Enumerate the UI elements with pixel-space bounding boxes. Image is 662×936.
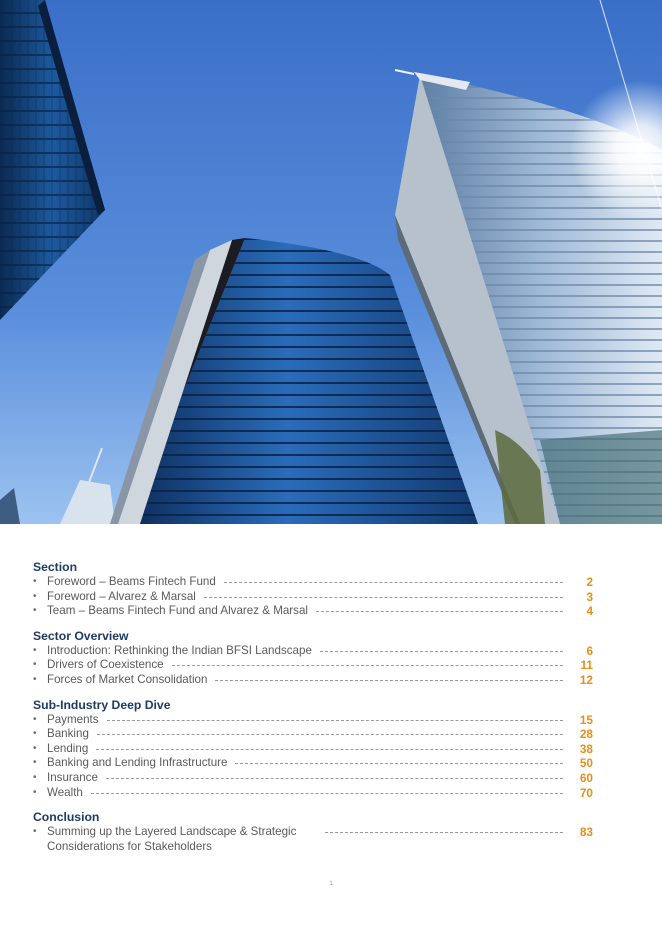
bullet-icon: • — [33, 728, 37, 740]
toc-item-label: Banking and Lending Infrastructure — [47, 756, 228, 770]
toc-item-page: 2 — [586, 575, 593, 589]
toc-item[interactable] — [33, 727, 593, 742]
dotted-leader — [204, 597, 563, 598]
toc-item-label: Team – Beams Fintech Fund and Alvarez & Marsal — [47, 604, 308, 618]
toc-item[interactable] — [33, 756, 593, 771]
toc-item[interactable] — [33, 771, 593, 786]
table-of-contents — [33, 560, 593, 864]
toc-item-page: 6 — [586, 643, 593, 658]
toc-item-label: Forces of Market Consolidation — [47, 672, 208, 686]
toc-item-page: 12 — [579, 672, 593, 687]
dotted-leader — [325, 832, 563, 833]
bullet-icon: • — [33, 771, 37, 783]
section-heading: Section — [33, 560, 78, 574]
bullet-icon: • — [33, 673, 37, 685]
toc-item-page: 60 — [579, 770, 593, 785]
toc-item-page: 83 — [579, 825, 593, 840]
toc-item-label: Summing up the Layered Landscape & Strategic Considerations for Stakeholders — [47, 825, 297, 853]
bullet-icon: • — [33, 605, 37, 617]
dotted-leader — [107, 720, 563, 721]
toc-item[interactable] — [33, 604, 593, 619]
dotted-leader — [224, 582, 563, 583]
section-heading: Sub-Industry Deep Dive — [33, 697, 171, 712]
dotted-leader — [215, 680, 563, 681]
bullet-icon: • — [33, 826, 37, 838]
toc-item-label: Foreword – Beams Fintech Fund — [47, 575, 216, 588]
bullet-icon: • — [33, 742, 37, 754]
section-heading: Sector Overview — [33, 628, 129, 643]
dotted-leader — [97, 734, 563, 735]
bullet-icon: • — [33, 576, 37, 587]
toc-item-label: Payments — [47, 712, 99, 726]
toc-item[interactable] — [33, 825, 593, 854]
dotted-leader — [316, 611, 563, 612]
toc-item-page: 11 — [580, 658, 593, 673]
toc-item-page: 3 — [586, 589, 593, 604]
toc-item[interactable] — [33, 786, 593, 801]
page-number: 1 — [329, 881, 333, 887]
bullet-icon: • — [33, 757, 37, 769]
toc-item[interactable] — [33, 658, 593, 673]
bullet-icon: • — [33, 590, 37, 602]
toc-section-sector-overview — [33, 629, 593, 688]
toc-item-label: Wealth — [47, 785, 83, 799]
toc-item[interactable] — [33, 742, 593, 757]
toc-item-page: 15 — [579, 712, 593, 727]
bullet-icon: • — [33, 644, 37, 656]
toc-item-label: Drivers of Coexistence — [47, 658, 164, 672]
toc-item[interactable] — [33, 575, 593, 590]
section-heading: Conclusion — [33, 810, 100, 825]
toc-item-label: Introduction: Rethinking the Indian BFSI Landscape — [47, 643, 312, 657]
dotted-leader — [172, 665, 563, 666]
dotted-leader — [91, 793, 563, 794]
toc-item-label: Lending — [47, 741, 89, 755]
toc-item[interactable] — [33, 713, 593, 728]
dotted-leader — [96, 749, 563, 750]
toc-item-label: Insurance — [47, 770, 98, 784]
toc-item-page: 28 — [579, 727, 593, 742]
toc-section-conclusion — [33, 810, 593, 854]
toc-item-label: Foreword – Alvarez & Marsal — [47, 589, 196, 603]
toc-item-page: 50 — [579, 756, 593, 771]
toc-item[interactable] — [33, 673, 593, 688]
toc-item[interactable] — [33, 590, 593, 605]
toc-item-page: 70 — [579, 785, 593, 800]
bullet-icon: • — [33, 713, 37, 725]
dotted-leader — [235, 763, 563, 764]
toc-item-page: 4 — [586, 604, 593, 619]
toc-item-label: Banking — [47, 727, 89, 741]
dotted-leader — [106, 778, 563, 779]
toc-section-section — [33, 560, 593, 619]
toc-section-sub-industry-deep-dive — [33, 698, 593, 801]
dotted-leader — [320, 651, 563, 652]
bullet-icon: • — [33, 659, 37, 671]
toc-item-page: 38 — [579, 741, 593, 756]
bullet-icon: • — [33, 786, 37, 798]
toc-item[interactable] — [33, 644, 593, 659]
